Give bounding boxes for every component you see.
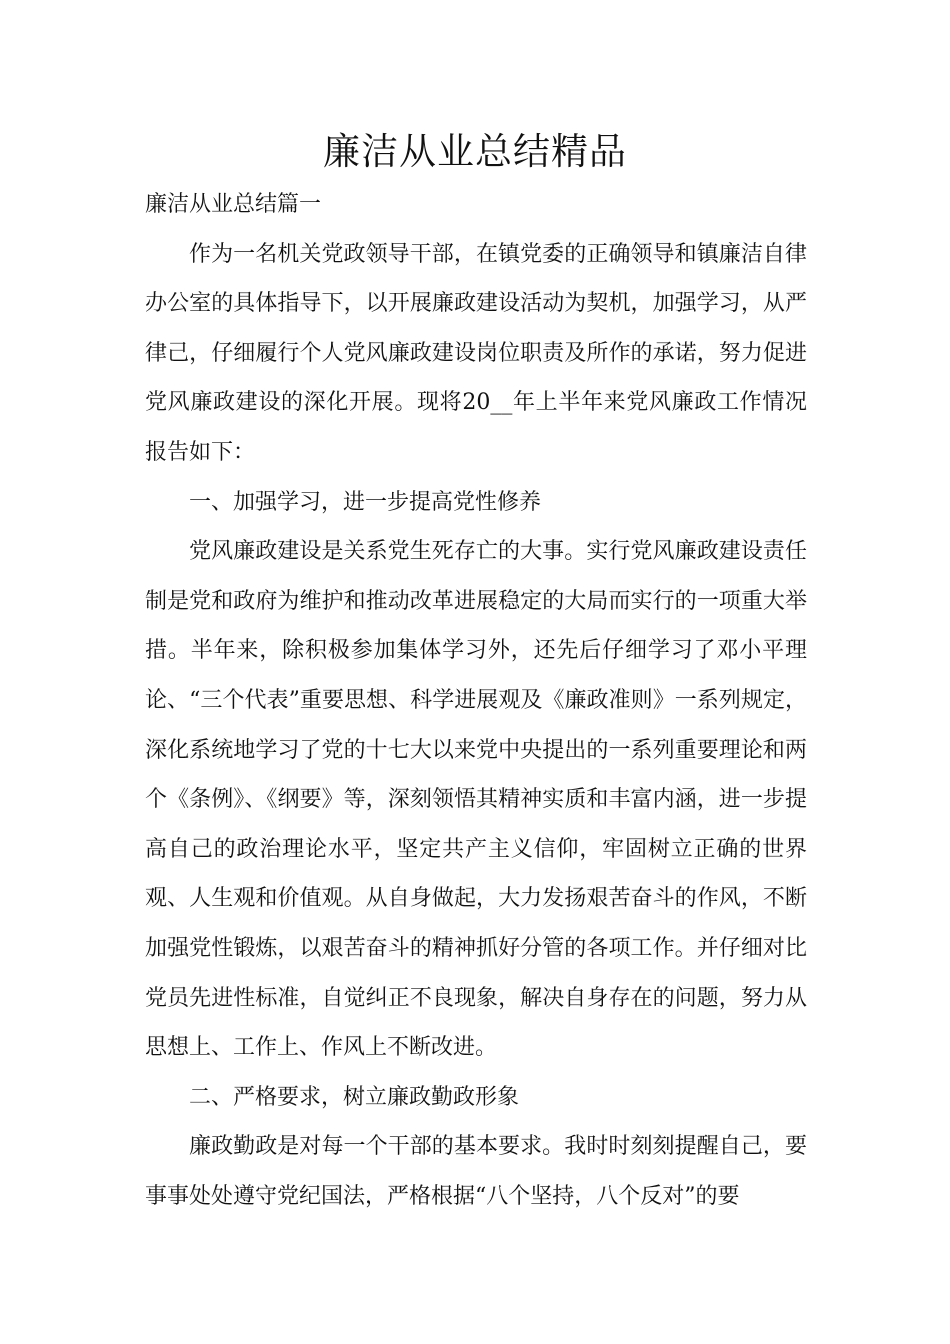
document-title: 廉洁从业总结精品 — [323, 130, 627, 173]
document-subtitle: 廉洁从业总结篇一 — [145, 192, 322, 217]
section-heading-1: 一、加强学习，进一步提高党性修养 — [189, 489, 542, 515]
document-body — [145, 180, 807, 1221]
paragraph-section-1: 党风廉政建设是关系党生死存亡的大事。实行党风廉政建设责任制是党和政府为维护和推动改革进展稳定的大局而实行的一项重大举措。半年来，除积极参加集体学习外，还先后仔细学习了邓小平理论、“三个代表”重要思想、科学进展观及《廉政准则》一系列规定，深化系统地学习了党的十七大以来党中央提出的一系列重要理论和两个《条例》、《纲要》等，深刻领悟其精神实质和丰富内涵，进一步提高自己的政治理论水平，坚定共产主义信仰，牢固树立正确的世界观、人生观和价值观。从自身做起，大力发扬艰苦奋斗的作风，不断加强党性锻炼，以艰苦奋斗的精神抓好分管的各项工作。并仔细对比党员先进性标准，自觉纠正不良现象，解决自身存在的问题，努力从思想上、工作上、作风上不断改进。 — [145, 539, 807, 1061]
paragraph-section-2: 廉政勤政是对每一个干部的基本要求。我时时刻刻提醒自己，要事事处处遵守党纪国法，严格根据“八个坚持，八个反对”的要 — [145, 1134, 807, 1209]
section-heading-2: 二、严格要求，树立廉政勤政形象 — [189, 1084, 520, 1110]
paragraph-intro: 作为一名机关党政领导干部，在镇党委的正确领导和镇廉洁自律办公室的具体指导下，以开展廉政建设活动为契机，加强学习，从严律己，仔细履行个人党风廉政建设岗位职责及所作的承诺，努力促进党风廉政建设的深化开展。现将20__年上半年来党风廉政工作情况报告如下： — [145, 241, 807, 465]
